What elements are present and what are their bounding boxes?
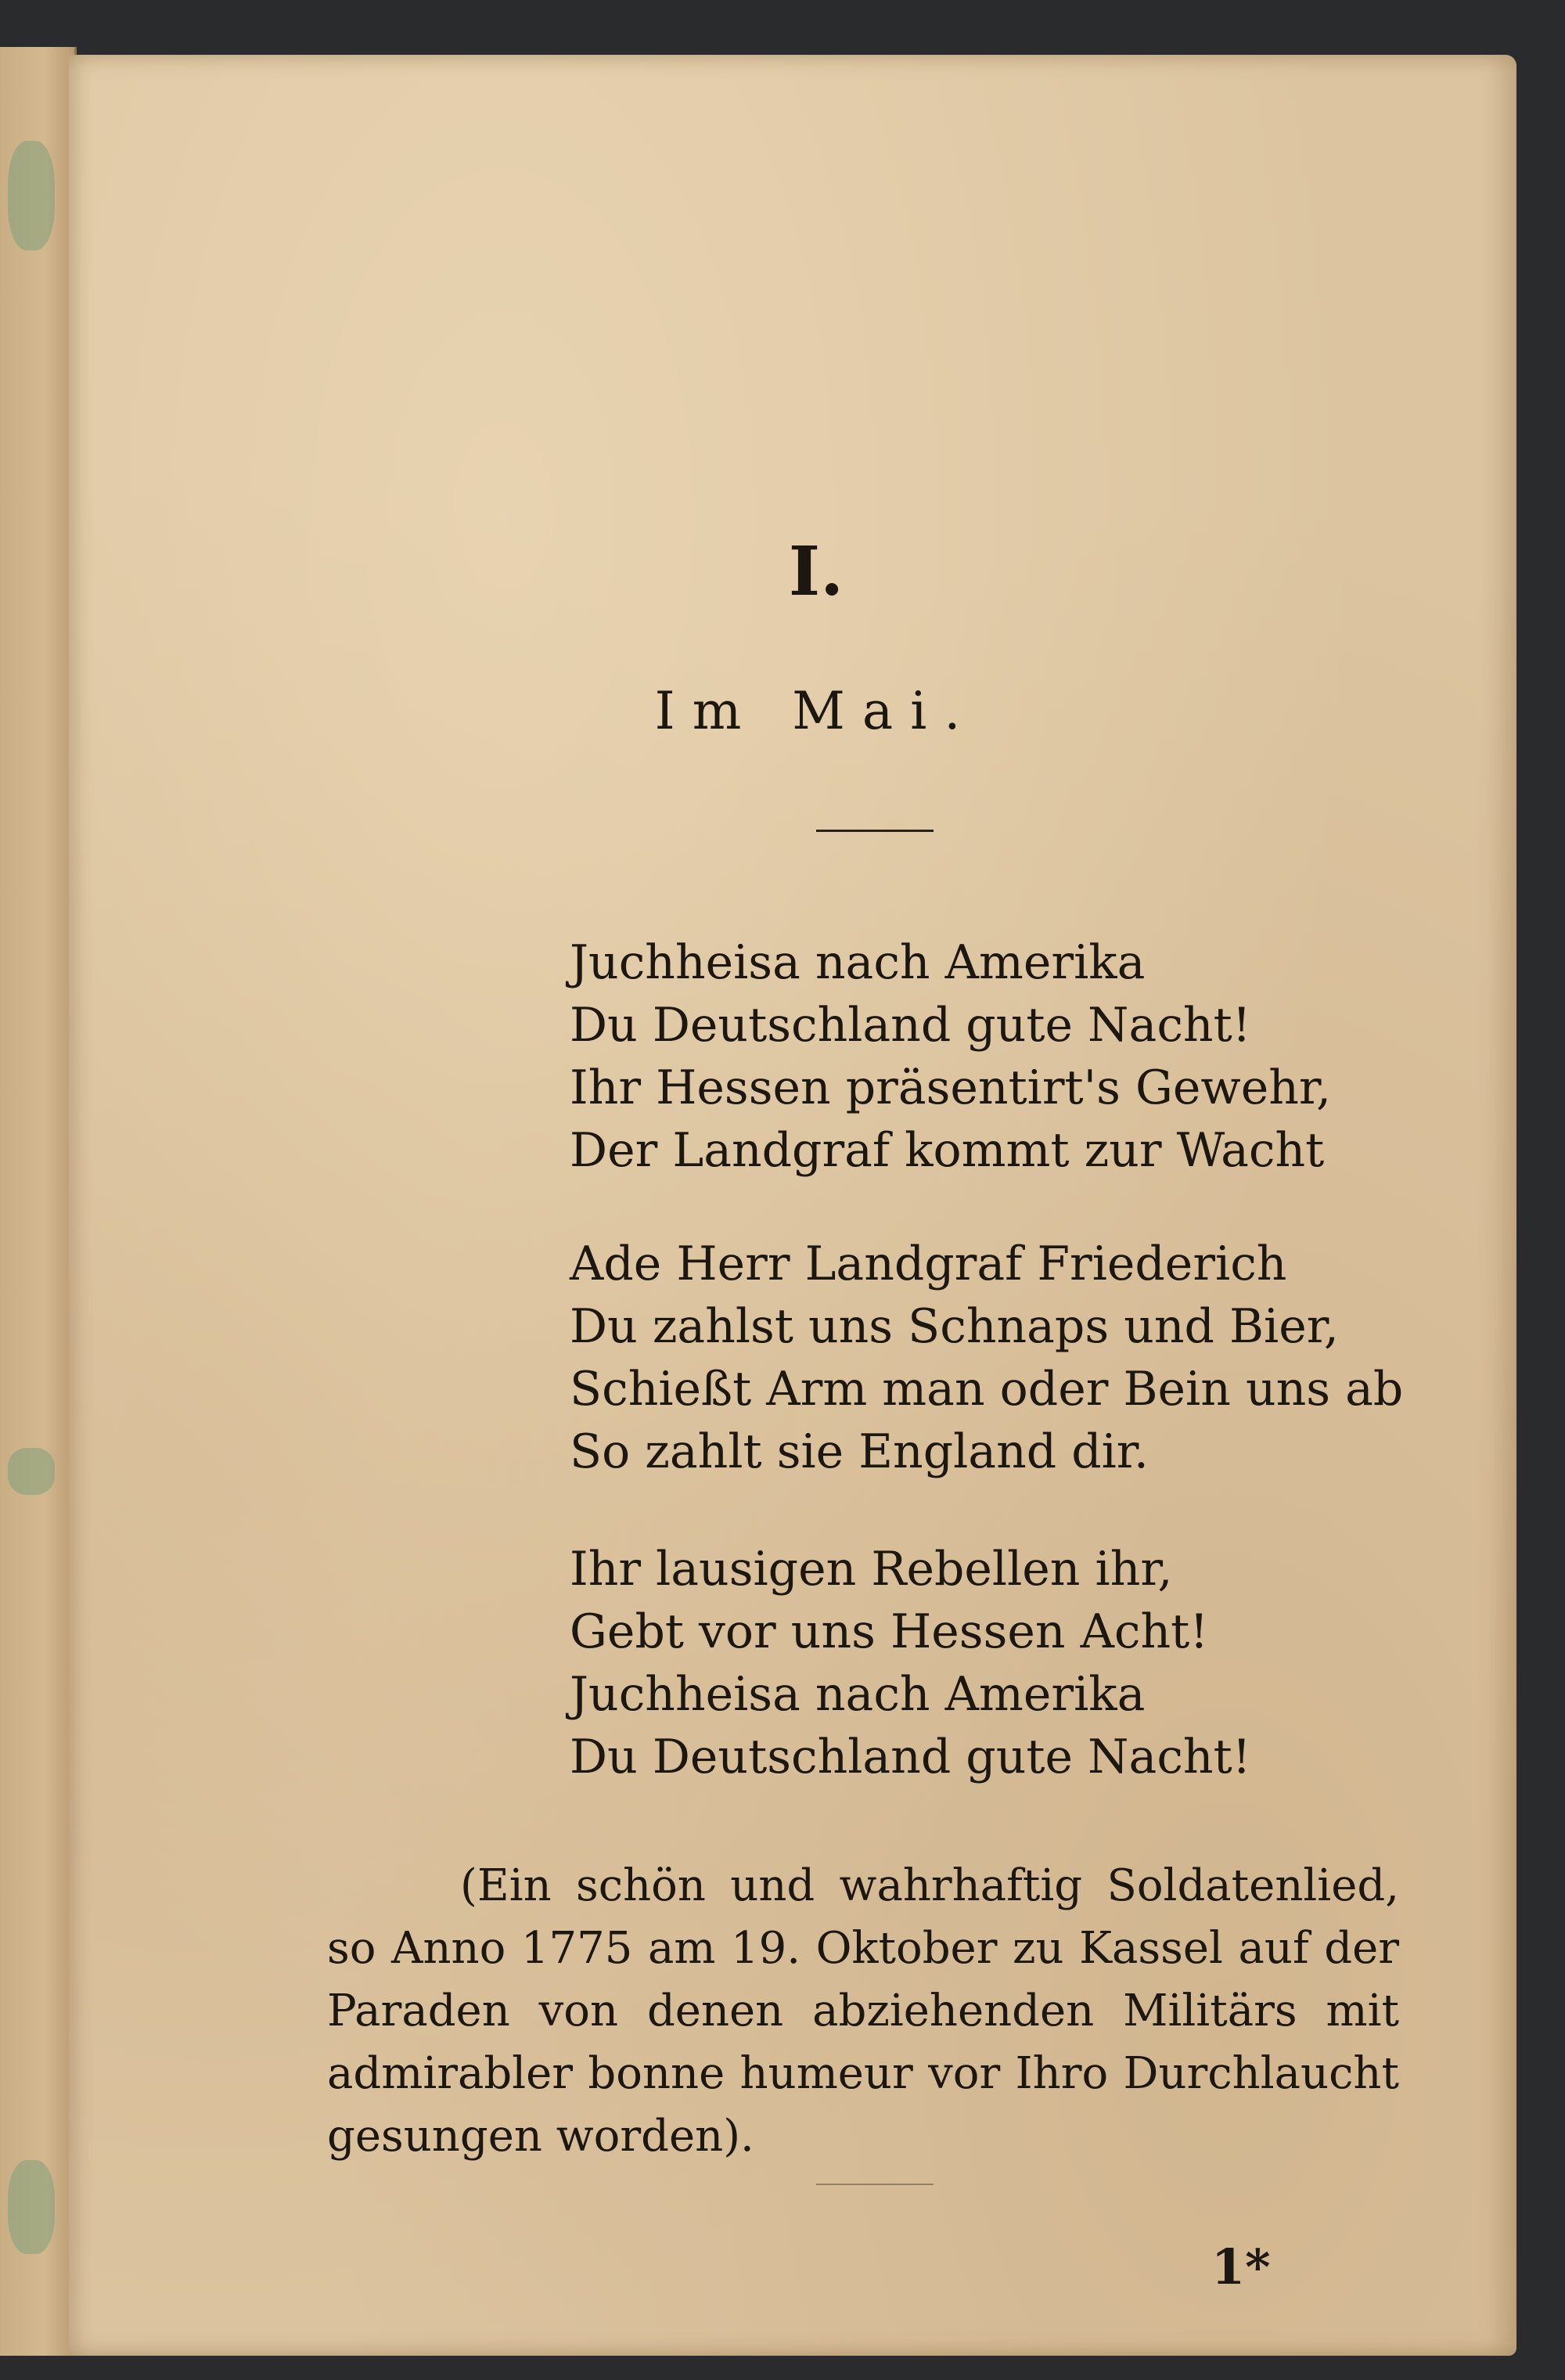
verse-line: Gebt vor uns Hessen Acht! <box>570 1604 1209 1659</box>
verse-line: Juchheisa nach Amerika <box>570 935 1146 990</box>
torn-edge-mark <box>8 1448 55 1495</box>
stanza-1 <box>570 931 1430 1182</box>
book-page <box>69 55 1516 2356</box>
poem-title: Im Mai. <box>654 681 978 741</box>
title-divider <box>816 830 934 832</box>
verse-line: Juchheisa nach Amerika <box>570 1667 1146 1722</box>
verse-line: Du Deutschland gute Nacht! <box>570 1730 1251 1784</box>
verse-line: Ihr lausigen Rebellen ihr, <box>570 1542 1173 1597</box>
verse-line: Der Landgraf kommt zur Wacht <box>570 1123 1325 1178</box>
signature-mark: 1* <box>1211 2238 1271 2295</box>
historical-note: (Ein schön und wahrhaftig Soldatenlied, so Anno 1775 am 19. Oktober zu Kassel auf der Paraden von denen abziehenden Militärs mit admirabler bonne humeur vor Ihro Durchlaucht gesungen worden). <box>327 1860 1399 2162</box>
verse-line: Du Deutschland gute Nacht! <box>570 998 1251 1053</box>
torn-edge-mark <box>8 141 55 250</box>
torn-edge-mark <box>8 2160 55 2254</box>
verse-line: Ade Herr Landgraf Friederich <box>570 1237 1287 1291</box>
verse-line: So zahlt sie England dir. <box>570 1424 1149 1479</box>
stanza-3 <box>570 1538 1430 1788</box>
verse-line: Schießt Arm man oder Bein uns ab <box>570 1362 1404 1417</box>
bottom-divider <box>816 2184 934 2185</box>
section-numeral: I. <box>788 532 844 611</box>
stanza-2 <box>570 1233 1430 1483</box>
verse-line: Ihr Hessen präsentirt's Gewehr, <box>570 1060 1332 1115</box>
verse-line: Du zahlst uns Schnaps und Bier, <box>570 1299 1339 1354</box>
left-page-edge <box>0 47 77 2356</box>
